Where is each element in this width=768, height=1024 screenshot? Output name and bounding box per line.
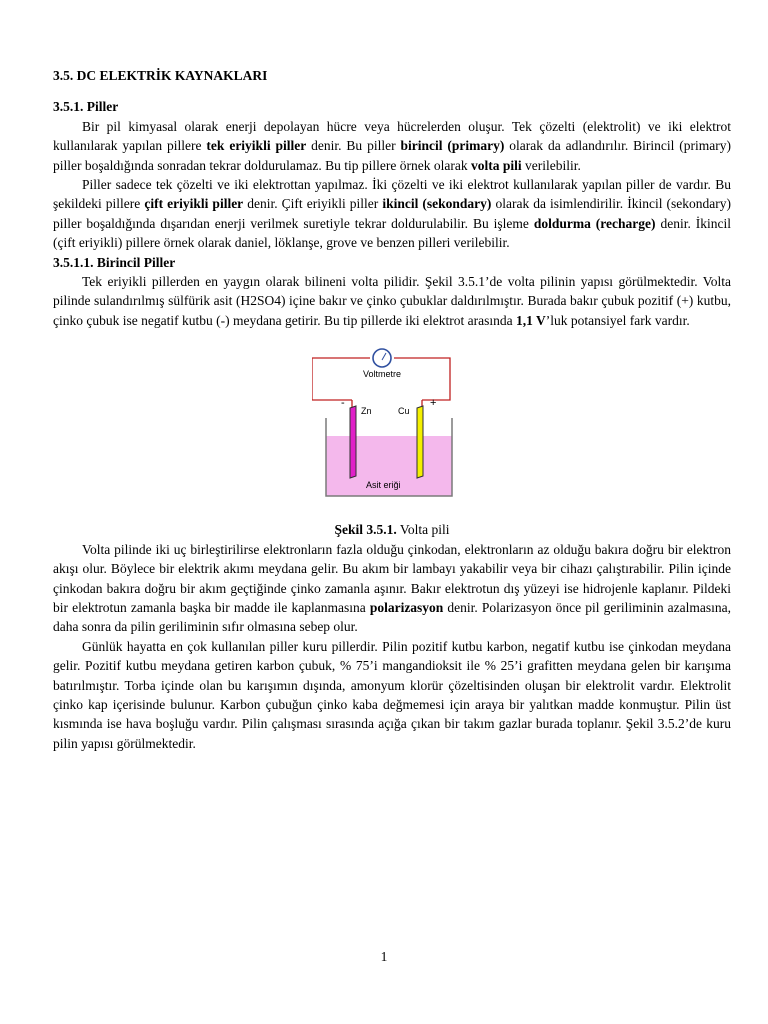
voltmeter-label: Voltmetre [362,369,402,380]
volta-cell-figure [53,348,731,516]
section-heading-piller: 3.5.1. Piller [53,99,119,115]
paragraph-1: Bir pil kimyasal olarak enerji depolayan hücre veya hücrelerden oluşur. Tek çözelti (elektrolit) ve iki elektrot kullanılarak yapılan pillere tek eriyikli piller denir. Bu piller birincil (primary) olarak da adlandırılır. Birincil (primary) piller boşaldığında sonradan tekrar doldurulamaz. Bu tip pillere örnek olarak volta pili verilebilir. [53,118,731,173]
zinc-rod [350,406,356,478]
paragraph-4: Volta pilinde iki uç birleştirilirse elektronların fazla olduğu çinkodan, elektronların az olduğu bakıra doğru bir elektron akışı olur. Böylece bir elektrik akımı meydana gelir. Bu akım bir lambayı yakabilir veya bir cihazı çalıştırabilir. Pilin içinde çinkodan bakıra doğru bir akım geçtiğinde çinko zamanla aşınır. Bakır elektrotun dış yüzeyi ise hidrojenle kaplanır. Pildeki bir elektrotun zamanla başka bir madde ile kaplanmasına polarizasyon denir. Polarizasyon önce pil geriliminin azalmasına, daha sonra da pilin geriliminin sıfır olmasına sebep olur. [53,541,732,635]
paragraph-3: Tek eriyikli pillerden en yaygın olarak bilineni volta pilidir. Şekil 3.5.1’de volta pilinin yapısı görülmektedir. Volta pilinde sulandırılmış sülfürik asit (H2SO4) içine bakır ve çinko çubuklar daldırılmıştır. Burada bakır çubuk pozitif (+) kutbu, çinko çubuk ise negatif kutbu (-) meydana getirir. Bu tip pillerde iki elektrot arasında 1,1 V’luk potansiyel fark vardır. [53,274,731,328]
copper-label: Cu [398,406,410,417]
wire-right [394,358,450,400]
minus-sign: - [341,397,345,410]
document-body [53,66,731,753]
paragraph-2: Piller sadece tek çözelti ve iki elektrottan yapılmaz. İki çözelti ve iki elektrot kullanılarak yapılan piller de vardır. Bu şekildeki pillere çift eriyikli piller denir. Çift eriyikli piller ikincil (sekondary) olarak da isimlendirilir. İkincil (sekondary) piller boşaldığında dışarıdan enerji verilmek suretiyle tekrar doldurulabilir. Bu işleme doldurma (recharge) denir. İkincil (çift eriyikli) pillere örnek olarak daniel, löklanşe, grove ve benzen pilleri verilebilir. [53,177,732,251]
paragraph-5: Günlük hayatta en çok kullanılan piller kuru pillerdir. Pilin pozitif kutbu karbon, negatif kutbu ise çinkodan meydana gelir. Pozitif kutbu meydana getiren karbon çubuk, % 75’i mangandioksit ile % 25’i grafitten meydana gelen bir karışıma batırılmıştır. Torba içinde olan bu karışımın dışında, amonyum klorür çözeltisinden oluşan bir elektrolit vardır. Elektrolit çinko kap içerisinde bulunur. Karbon çubuğun çinko kaba değmemesi için araya bir yalıtkan madde konmuştur. Pilin üst kısmında ise hava boşluğu vardır. Pilin çalışması sırasında açığa çıkan bir takım gazlar burada toplanır. Şekil 3.5.2’de kuru pilin yapısı görülmektedir. [53,638,731,751]
section-heading-birincil: 3.5.1.1. Birincil Piller [53,254,176,270]
volta-cell-diagram [312,348,462,498]
chapter-heading: 3.5. DC ELEKTRİK KAYNAKLARI [53,68,268,83]
voltmeter-icon [373,349,391,367]
zinc-label: Zn [361,406,372,417]
copper-rod [417,406,423,478]
wire-left [312,358,370,400]
acid-label: Asit eriği [366,480,401,491]
plus-sign: + [430,397,437,410]
page-number: 1 [380,949,388,964]
figure-caption: Şekil 3.5.1. Volta pili [334,522,450,538]
